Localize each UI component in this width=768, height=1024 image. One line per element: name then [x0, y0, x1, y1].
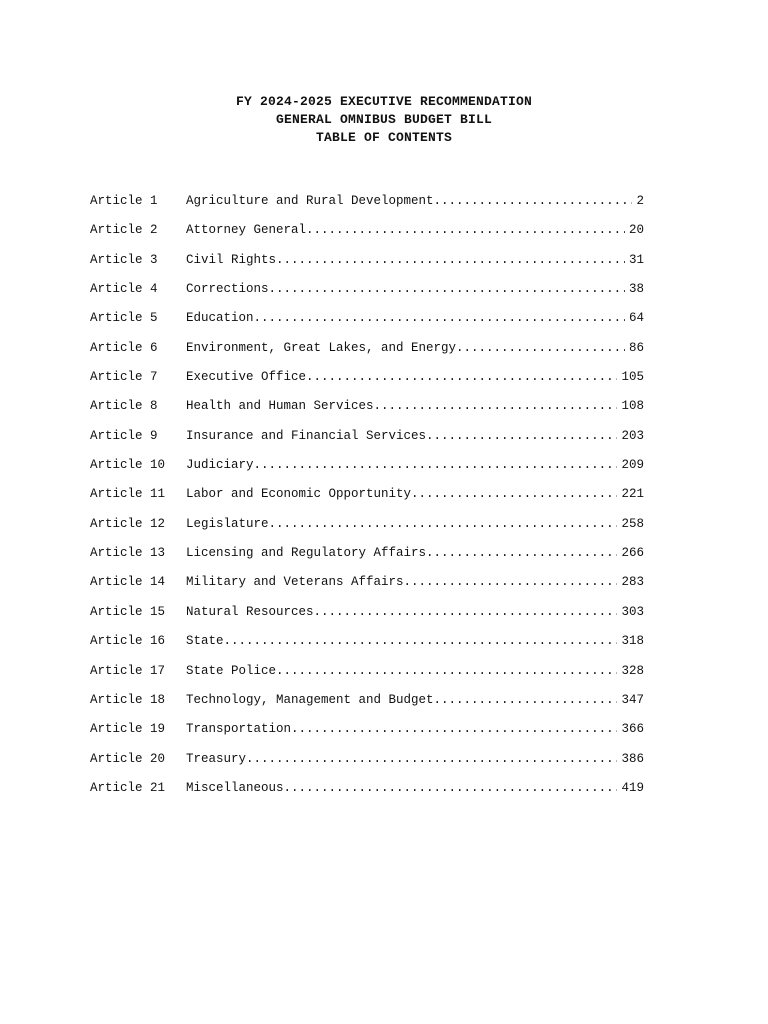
toc-dot-leader — [306, 368, 617, 386]
toc-entry-body — [186, 720, 644, 738]
toc-entry[interactable] — [90, 515, 644, 544]
toc-article-number: Article 15 — [90, 604, 166, 619]
toc-page-number: 347 — [621, 692, 644, 707]
toc-article-title: Judiciary — [186, 458, 254, 473]
toc-article-number: Article 13 — [90, 546, 166, 561]
toc-page-number: 64 — [628, 311, 644, 326]
toc-entry-body — [186, 632, 644, 650]
toc-entry[interactable] — [90, 603, 644, 632]
toc-page-number: 105 — [621, 370, 644, 385]
toc-article-title: Environment, Great Lakes, and Energy — [186, 340, 457, 355]
toc-entry-body — [186, 456, 644, 474]
toc-entry[interactable] — [90, 720, 644, 749]
table-of-contents — [90, 192, 644, 808]
toc-article-title: Executive Office — [186, 370, 307, 385]
toc-page-number: 20 — [628, 223, 644, 238]
toc-dot-leader — [254, 309, 625, 327]
toc-article-title: Miscellaneous — [186, 780, 284, 795]
toc-article-number: Article 10 — [90, 458, 166, 473]
toc-entry-body — [186, 221, 644, 239]
toc-article-title: Licensing and Regulatory Affairs — [186, 546, 427, 561]
toc-article-number: Article 18 — [90, 692, 166, 707]
toc-dot-leader — [434, 192, 633, 210]
header-line-bill-name: GENERAL OMNIBUS BUDGET BILL — [275, 112, 493, 127]
toc-article-number: Article 4 — [90, 282, 158, 297]
toc-entry[interactable] — [90, 221, 644, 250]
toc-dot-leader — [434, 691, 618, 709]
toc-entry[interactable] — [90, 456, 644, 485]
toc-entry[interactable] — [90, 339, 644, 368]
toc-dot-leader — [314, 603, 618, 621]
toc-dot-leader — [404, 573, 618, 591]
toc-entry-body — [186, 485, 644, 503]
toc-entry-body — [186, 427, 644, 445]
toc-dot-leader — [426, 427, 617, 445]
toc-article-number: Article 12 — [90, 516, 166, 531]
toc-entry-body — [186, 192, 644, 210]
toc-page-number: 419 — [621, 780, 644, 795]
toc-article-number: Article 5 — [90, 311, 158, 326]
toc-entry-body — [186, 603, 644, 621]
toc-entry-body — [186, 691, 644, 709]
toc-page-number: 386 — [621, 751, 644, 766]
toc-entry[interactable] — [90, 573, 644, 602]
toc-dot-leader — [284, 779, 618, 797]
toc-entry-body — [186, 368, 644, 386]
toc-dot-leader — [306, 221, 625, 239]
toc-article-title: State Police — [186, 663, 277, 678]
toc-article-title: Treasury — [186, 751, 247, 766]
toc-dot-leader — [246, 750, 617, 768]
toc-dot-leader — [426, 544, 617, 562]
toc-article-title: Health and Human Services — [186, 399, 374, 414]
toc-article-number: Article 7 — [90, 370, 158, 385]
toc-article-number: Article 8 — [90, 399, 158, 414]
toc-page-number: 303 — [621, 604, 644, 619]
header-line-fiscal-year: FY 2024-2025 EXECUTIVE RECOMMENDATION — [235, 94, 533, 109]
toc-article-number: Article 17 — [90, 663, 166, 678]
toc-page-number: 328 — [621, 663, 644, 678]
toc-entry-body — [186, 573, 644, 591]
toc-entry-body — [186, 280, 644, 298]
toc-article-number: Article 19 — [90, 722, 166, 737]
toc-entry-body — [186, 339, 644, 357]
toc-article-title: Labor and Economic Opportunity — [186, 487, 412, 502]
toc-entry-body — [186, 750, 644, 768]
toc-dot-leader — [269, 280, 625, 298]
toc-entry-body — [186, 397, 644, 415]
toc-page-number: 258 — [621, 516, 644, 531]
toc-page-number: 2 — [636, 194, 644, 208]
toc-dot-leader — [224, 632, 618, 650]
toc-article-title: Agriculture and Rural Development — [186, 194, 434, 208]
toc-entry[interactable] — [90, 485, 644, 514]
toc-page-number: 221 — [621, 487, 644, 502]
toc-entry[interactable] — [90, 192, 644, 221]
toc-entry-body — [186, 779, 644, 797]
toc-article-title: Technology, Management and Budget — [186, 692, 434, 707]
toc-entry[interactable] — [90, 368, 644, 397]
toc-article-number: Article 9 — [90, 428, 158, 443]
toc-entry[interactable] — [90, 750, 644, 779]
toc-article-title: Education — [186, 311, 254, 326]
toc-article-title: Corrections — [186, 282, 269, 297]
toc-dot-leader — [276, 251, 625, 269]
toc-page-number: 283 — [621, 575, 644, 590]
toc-entry-body — [186, 251, 644, 269]
toc-page-number: 366 — [621, 722, 644, 737]
toc-entry-body — [186, 309, 644, 327]
toc-entry[interactable] — [90, 280, 644, 309]
toc-article-title: Legislature — [186, 516, 269, 531]
toc-article-number: Article 20 — [90, 751, 166, 766]
toc-article-number: Article 1 — [90, 194, 158, 208]
toc-entry[interactable] — [90, 632, 644, 661]
toc-article-number: Article 2 — [90, 223, 158, 238]
toc-article-title: Transportation — [186, 722, 292, 737]
toc-page-number: 86 — [628, 340, 644, 355]
toc-entry[interactable] — [90, 544, 644, 573]
toc-entry[interactable] — [90, 427, 644, 456]
toc-page-number: 203 — [621, 428, 644, 443]
toc-page-number: 266 — [621, 546, 644, 561]
toc-article-number: Article 6 — [90, 340, 158, 355]
toc-page-number: 38 — [628, 282, 644, 297]
toc-article-title: Insurance and Financial Services — [186, 428, 427, 443]
toc-entry-body — [186, 515, 644, 533]
toc-entry[interactable] — [90, 397, 644, 426]
toc-page-number: 318 — [621, 634, 644, 649]
toc-dot-leader — [291, 720, 617, 738]
toc-dot-leader — [276, 662, 617, 680]
toc-article-number: Article 3 — [90, 252, 158, 267]
document-header — [0, 93, 768, 147]
toc-article-title: Civil Rights — [186, 252, 277, 267]
toc-dot-leader — [254, 456, 618, 474]
toc-dot-leader — [269, 515, 618, 533]
toc-article-number: Article 21 — [90, 780, 166, 795]
toc-page-number: 31 — [628, 252, 644, 267]
toc-entry[interactable] — [90, 691, 644, 720]
toc-entry-body — [186, 662, 644, 680]
header-line-toc-title: TABLE OF CONTENTS — [315, 130, 453, 145]
toc-dot-leader — [411, 485, 617, 503]
toc-dot-leader — [374, 397, 618, 415]
toc-article-title: Military and Veterans Affairs — [186, 575, 404, 590]
toc-article-title: Natural Resources — [186, 604, 314, 619]
toc-article-number: Article 14 — [90, 575, 166, 590]
toc-article-number: Article 11 — [90, 487, 166, 502]
toc-article-title: State — [186, 634, 224, 649]
toc-page-number: 209 — [621, 458, 644, 473]
toc-article-title: Attorney General — [186, 223, 307, 238]
toc-entry[interactable] — [90, 662, 644, 691]
toc-article-number: Article 16 — [90, 634, 166, 649]
toc-page-number: 108 — [621, 399, 644, 414]
toc-entry[interactable] — [90, 309, 644, 338]
toc-entry[interactable] — [90, 779, 644, 808]
toc-dot-leader — [456, 339, 625, 357]
toc-entry-body — [186, 544, 644, 562]
toc-entry[interactable] — [90, 251, 644, 280]
